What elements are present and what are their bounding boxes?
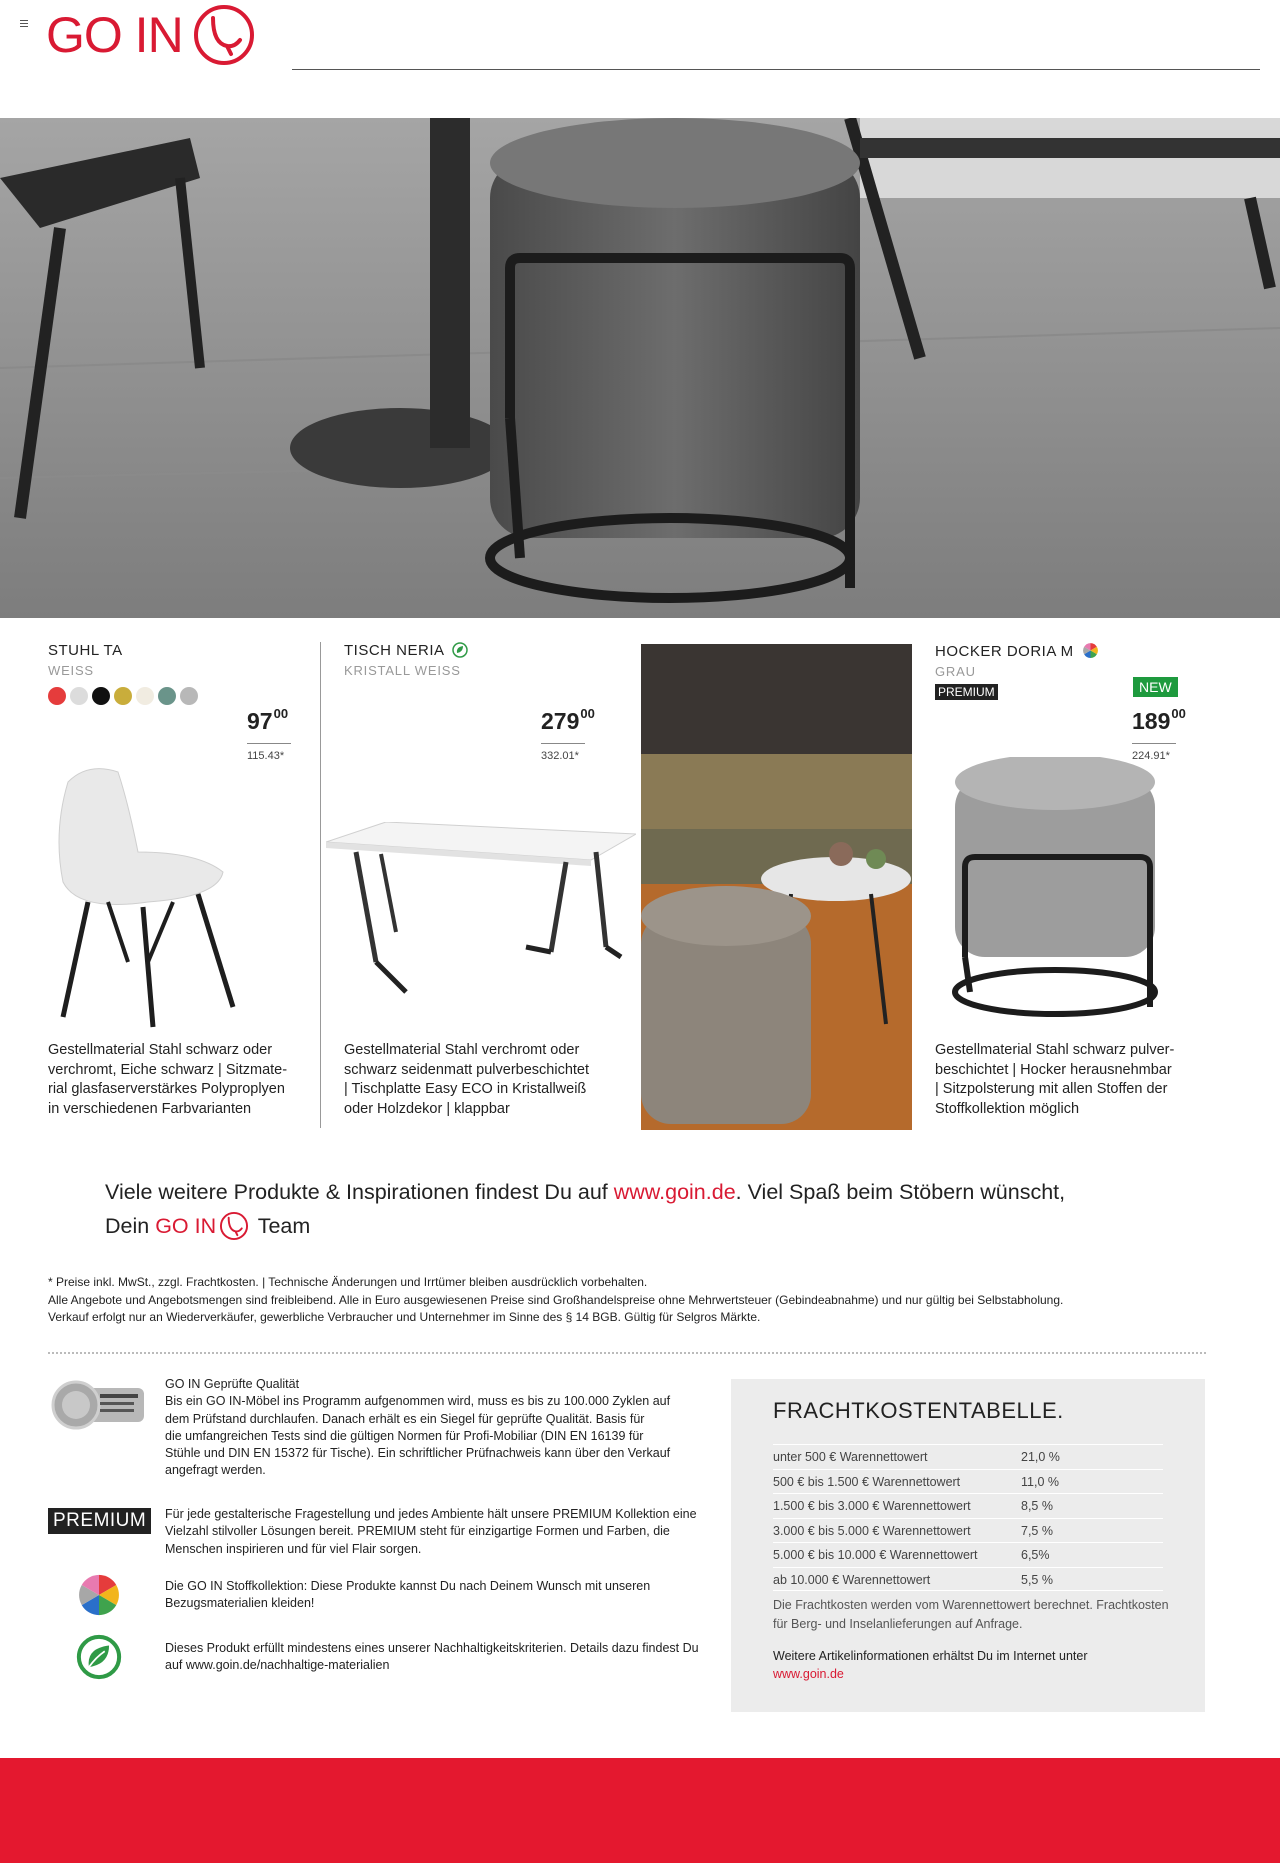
- promo-line-1: [105, 1175, 1065, 1209]
- lifestyle-illustration: [641, 644, 912, 1130]
- product-description: [344, 1041, 634, 1119]
- price-main: 279: [541, 708, 580, 734]
- freight-rate: 8,5 %: [1021, 1499, 1053, 1513]
- freight-range: unter 500 € Warennettowert: [773, 1450, 928, 1464]
- desc-line: verchromt, Eiche schwarz | Sitzmate-: [48, 1061, 288, 1078]
- color-swatch[interactable]: [114, 687, 132, 705]
- product-name: [935, 642, 1235, 660]
- freight-rate: 6,5%: [1021, 1548, 1050, 1562]
- freight-row: [773, 1493, 1163, 1518]
- desc-line: Gestellmaterial Stahl verchromt oder: [344, 1042, 580, 1058]
- info-fabric: [48, 1572, 708, 1622]
- price-cents: 00: [580, 706, 595, 722]
- eco-leaf-icon: [76, 1634, 122, 1680]
- product-name-text: TISCH NERIA: [344, 642, 444, 659]
- desc-line: | Tischplatte Easy ECO in Kristallweiß: [344, 1081, 587, 1097]
- quality-line: die umfangreichen Tests sind die gültigen Normen für Profi-Mobiliar (DIN EN 16139 für: [165, 1428, 644, 1443]
- freight-rate: 21,0 %: [1021, 1450, 1060, 1464]
- desc-line: beschichtet | Hocker herausnehmbar: [935, 1061, 1172, 1078]
- freight-range: 3.000 € bis 5.000 € Warennettowert: [773, 1523, 971, 1538]
- new-badge: NEW: [1133, 677, 1178, 697]
- freight-range: 1.500 € bis 3.000 € Warennettowert: [773, 1499, 971, 1513]
- product-name-text: HOCKER DORIA M: [935, 643, 1074, 660]
- lifestyle-photo: [641, 644, 912, 1130]
- freight-row: [773, 1469, 1163, 1494]
- product-card-tisch-neria[interactable]: [344, 642, 624, 1128]
- info-premium: [48, 1506, 708, 1566]
- logo-mark-icon: [219, 1211, 249, 1241]
- freight-more-info: [773, 1647, 1088, 1683]
- logo-text: GO IN: [46, 7, 183, 63]
- promo-text-part: . Viel Spaß beim Stöbern wünscht,: [735, 1180, 1066, 1204]
- freight-rate: 11,0 %: [1021, 1474, 1059, 1489]
- color-swatch[interactable]: [136, 687, 154, 705]
- footnote-line: Verkauf erfolgt nur an Wiederverkäufer, gewerbliche Verbraucher und Unternehmer im Sinne des § 14 BGB. Gültig für Selgros Märkte.: [48, 1310, 761, 1324]
- footer-bar: [0, 1758, 1280, 1863]
- desc-line: | Sitzpolsterung mit allen Stoffen der: [935, 1081, 1168, 1097]
- freight-table: [773, 1444, 1163, 1591]
- quality-line: dem Prüfstand durchlaufen. Danach erhält es ein Siegel für geprüfte Qualität. Basis für: [165, 1411, 645, 1426]
- price-cents: 00: [1171, 706, 1186, 722]
- desc-line: schwarz seidenmatt pulverbeschichtet: [344, 1061, 590, 1078]
- product-name: [344, 642, 624, 659]
- dotted-divider: [48, 1352, 1206, 1354]
- website-link[interactable]: www.goin.de: [613, 1180, 736, 1204]
- footnote-line: * Preise inkl. MwSt., zzgl. Frachtkosten. | Technische Änderungen und Irrtümer bleiben ausdrücklich vorbehalten.: [48, 1275, 648, 1289]
- freight-row: [773, 1542, 1163, 1567]
- stool-illustration: [950, 757, 1175, 1027]
- info-quality: [48, 1376, 708, 1486]
- freight-note-line: für Berg- und Inselanlieferungen auf Anfrage.: [773, 1617, 1023, 1631]
- quality-line: angefragt werden.: [165, 1463, 266, 1478]
- quality-line: Stühle und DIN EN 15372 für Tische). Ein schriftlicher Prüfnachweis kann über den Verkauf: [165, 1446, 671, 1461]
- logo-mark-icon: [193, 4, 255, 66]
- freight-row: [773, 1518, 1163, 1543]
- freight-rate: 5,5 %: [1021, 1572, 1053, 1587]
- premium-badge: PREMIUM: [935, 684, 998, 700]
- product-color: GRAU: [935, 664, 976, 679]
- freight-row: [773, 1444, 1163, 1469]
- product-name: STUHL TA: [48, 642, 123, 659]
- color-swatch[interactable]: [92, 687, 110, 705]
- product-color: WEISS: [48, 663, 94, 678]
- hero-illustration: [0, 118, 1280, 618]
- product-price: [1132, 708, 1186, 735]
- freight-website-link[interactable]: www.goin.de: [773, 1667, 844, 1681]
- hero-stool-photo: [0, 118, 1280, 618]
- price-cents: 00: [273, 706, 289, 722]
- desc-line: Gestellmaterial Stahl schwarz pulver-: [935, 1042, 1175, 1058]
- promo-text-part: Team: [252, 1214, 311, 1238]
- fabric-text: [165, 1578, 755, 1613]
- legal-footnote: [48, 1274, 1248, 1327]
- color-swatch[interactable]: [70, 687, 88, 705]
- eco-text: [165, 1640, 755, 1675]
- price-gross: 224.91*: [1132, 743, 1176, 762]
- quality-title: GO IN Geprüfte Qualität: [165, 1377, 300, 1391]
- color-swatch[interactable]: [48, 687, 66, 705]
- table-illustration: [326, 822, 636, 1012]
- promo-text-part: Viele weitere Produkte & Inspirationen findest Du auf: [105, 1180, 614, 1204]
- premium-label: PREMIUM: [48, 1508, 151, 1534]
- product-color: KRISTALL WEISS: [344, 663, 461, 678]
- fabric-wheel-icon: [76, 1572, 122, 1618]
- freight-note: [773, 1596, 1173, 1634]
- freight-note-line: Die Frachtkosten werden vom Warennettowert berechnet. Frachtkosten: [773, 1598, 1169, 1612]
- color-swatch[interactable]: [180, 687, 198, 705]
- product-price: [541, 708, 595, 735]
- freight-rate: 7,5 %: [1021, 1523, 1053, 1538]
- product-section: [0, 628, 1280, 1138]
- price-main: 189: [1132, 708, 1171, 734]
- price-main: 97: [247, 708, 273, 734]
- brand-logo[interactable]: [46, 2, 255, 68]
- freight-range: 5.000 € bis 10.000 € Warennettowert: [773, 1548, 978, 1562]
- quality-line: Bis ein GO IN-Möbel ins Programm aufgenommen wird, muss es bis zu 100.000 Zyklen auf: [165, 1394, 671, 1409]
- premium-line: Für jede gestalterische Fragestellung und jedes Ambiente hält unsere PREMIUM Kollektion eine: [165, 1507, 697, 1521]
- product-card-stuhl-ta[interactable]: [48, 642, 308, 1128]
- header-rule: [292, 69, 1260, 70]
- column-divider: [320, 642, 321, 1128]
- freight-row: [773, 1567, 1163, 1592]
- quality-seal-icon: [48, 1380, 148, 1430]
- info-eco: [48, 1634, 708, 1684]
- product-description: [935, 1041, 1225, 1119]
- eco-line: Dieses Produkt erfüllt mindestens eines unserer Nachhaltigkeitskriterien. Details dazu findest Du: [165, 1641, 699, 1655]
- freight-more-text: Weitere Artikelinformationen erhältst Du im Internet unter: [773, 1649, 1088, 1663]
- color-swatches: [48, 687, 308, 705]
- freight-range: ab 10.000 € Warennettowert: [773, 1572, 931, 1587]
- fabric-collection-icon: [1082, 642, 1099, 659]
- product-card-hocker-doria[interactable]: [935, 642, 1235, 1128]
- freight-cost-panel: [731, 1379, 1205, 1712]
- premium-text: [165, 1506, 755, 1558]
- desc-line: Stoffkollektion möglich: [935, 1100, 1080, 1117]
- eco-line: auf www.goin.de/nachhaltige-materialien: [165, 1658, 390, 1673]
- quality-text: [165, 1376, 755, 1480]
- premium-line: Vielzahl stilvoller Lösungen bereit. PREMIUM steht für einzigartige Formen und Farben, die: [165, 1524, 670, 1539]
- desc-line: in verschiedenen Farbvarianten: [48, 1100, 252, 1117]
- desc-line: oder Holzdekor | klappbar: [344, 1100, 510, 1117]
- freight-range: 500 € bis 1.500 € Warennettowert: [773, 1474, 961, 1489]
- freight-title: FRACHTKOSTENTABELLE.: [773, 1398, 1064, 1423]
- menu-icon[interactable]: [20, 20, 28, 27]
- promo-text-part: Dein: [105, 1214, 156, 1238]
- color-swatch[interactable]: [158, 687, 176, 705]
- price-gross: 332.01*: [541, 743, 585, 762]
- page-header: [0, 0, 1280, 118]
- eco-leaf-icon: [452, 642, 468, 658]
- promo-line-2: [105, 1209, 1065, 1243]
- product-description: [48, 1041, 318, 1119]
- fabric-line: Die GO IN Stoffkollektion: Diese Produkte kannst Du nach Deinem Wunsch mit unseren: [165, 1579, 651, 1593]
- promo-brand: GO IN: [155, 1214, 217, 1238]
- footnote-line: Alle Angebote und Angebotsmengen sind freibleibend. Alle in Euro ausgewiesenen Preise sind Großhandelspreise ohne Mehrwertsteuer (Gebindeabnahme) und nur gültig bei Selbstabholung.: [48, 1292, 1064, 1307]
- fabric-line: Bezugsmaterialien kleiden!: [165, 1596, 315, 1611]
- price-gross: 115.43*: [247, 743, 291, 762]
- desc-line: Gestellmaterial Stahl schwarz oder: [48, 1042, 273, 1058]
- promo-text: [105, 1175, 1065, 1243]
- premium-line: Menschen inspirieren und für viel Flair sorgen.: [165, 1541, 422, 1556]
- product-price: [247, 708, 288, 735]
- chair-illustration: [48, 762, 248, 1032]
- desc-line: rial glasfaserverstärkes Polyproplyen: [48, 1081, 285, 1097]
